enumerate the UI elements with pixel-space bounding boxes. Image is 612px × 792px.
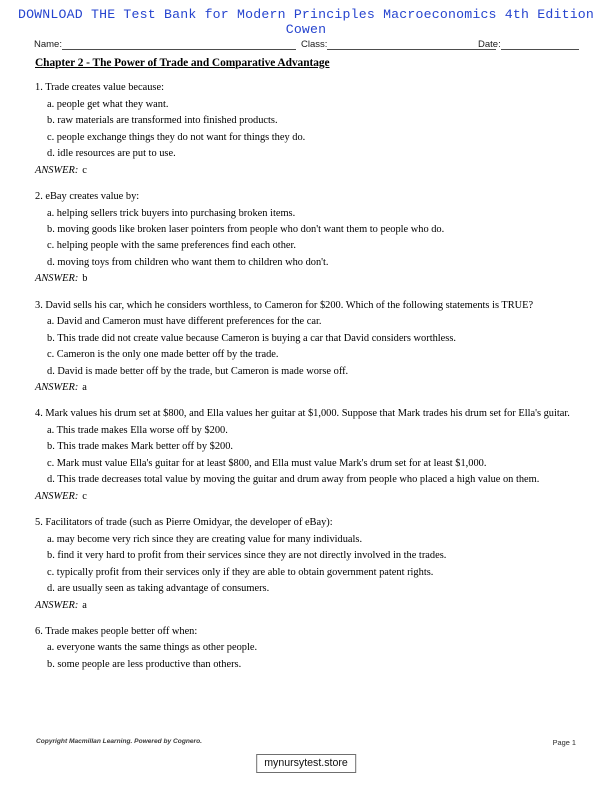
question-list [35, 81, 583, 671]
choice-list [35, 98, 583, 161]
question-block [35, 190, 583, 286]
choice-item[interactable]: b. some people are less productive than others. [47, 658, 242, 670]
class-label: Class: [301, 39, 328, 50]
choice-list [35, 641, 583, 671]
answer-label: ANSWER: [35, 382, 79, 394]
date-label: Date: [478, 39, 501, 50]
promo-header-link[interactable]: DOWNLOAD THE Test Bank for Modern Principles Macroeconomics 4th Edition Cowen [17, 7, 595, 37]
answer-line [35, 381, 583, 394]
watermark-badge: mynursytest.store [256, 754, 356, 773]
choice-item[interactable]: c. typically profit from their services only if they are able to obtain government patent rights. [47, 566, 434, 578]
date-input-rule[interactable] [501, 39, 579, 50]
answer-label: ANSWER: [35, 273, 79, 285]
choice-item[interactable]: b. moving goods like broken laser pointers from people who don't want them to people who do. [47, 223, 445, 235]
answer-line [35, 599, 583, 612]
choice-item[interactable]: d. are usually seen as taking advantage of consumers. [47, 583, 270, 595]
choice-item[interactable]: b. find it very hard to profit from their services since they are not directly involved in the trades. [47, 550, 447, 562]
question-stem: 1. Trade creates value because: [35, 82, 164, 94]
question-block [35, 516, 583, 612]
class-field[interactable] [301, 39, 496, 50]
document-body [35, 57, 583, 676]
question-block [35, 81, 583, 177]
question-stem: 6. Trade makes people better off when: [35, 625, 198, 637]
choice-list [35, 315, 583, 378]
answer-value: b [82, 273, 88, 285]
choice-list [35, 533, 583, 596]
page-number: Page 1 [552, 738, 576, 747]
answer-label: ANSWER: [35, 490, 79, 502]
choice-list [35, 424, 583, 487]
question-block [35, 299, 583, 395]
question-stem: 2. eBay creates value by: [35, 191, 140, 203]
answer-value: a [82, 599, 87, 611]
choice-item[interactable]: d. This trade decreases total value by moving the guitar and drum away from people who placed a high value on them. [47, 474, 540, 486]
choice-item[interactable]: d. moving toys from children who want them to children who don't. [47, 256, 329, 268]
question-stem: 5. Facilitators of trade (such as Pierre Omidyar, the developer of eBay): [35, 517, 333, 529]
answer-line [35, 164, 583, 177]
choice-item[interactable]: b. This trade did not create value because Cameron is buying a car that David considers worthless. [47, 332, 456, 344]
choice-item[interactable]: a. This trade makes Ella worse off by $200. [47, 424, 228, 436]
answer-line [35, 490, 583, 503]
choice-item[interactable]: a. helping sellers trick buyers into purchasing broken items. [47, 207, 296, 219]
choice-item[interactable]: a. David and Cameron must have different preferences for the car. [47, 316, 322, 328]
answer-value: c [82, 490, 87, 502]
date-field[interactable] [478, 39, 579, 50]
choice-item[interactable]: a. people get what they want. [47, 98, 169, 110]
choice-item[interactable]: c. Mark must value Ella's guitar for at least $800, and Ella must value Mark's drum set for at least $1,000. [47, 457, 487, 469]
question-block [35, 407, 583, 503]
choice-item[interactable]: d. idle resources are put to use. [47, 148, 176, 160]
chapter-title: Chapter 2 - The Power of Trade and Comparative Advantage [35, 57, 330, 69]
answer-value: c [82, 164, 87, 176]
answer-label: ANSWER: [35, 164, 79, 176]
choice-item[interactable]: c. Cameron is the only one made better off by the trade. [47, 349, 279, 361]
answer-value: a [82, 382, 87, 394]
answer-label: ANSWER: [35, 599, 79, 611]
page-footer [36, 738, 576, 750]
choice-item[interactable]: b. This trade makes Mark better off by $200. [47, 441, 234, 453]
name-input-rule[interactable] [62, 39, 296, 50]
choice-list [35, 207, 583, 270]
choice-item[interactable]: c. people exchange things they do not want for things they do. [47, 131, 306, 143]
name-label: Name: [34, 39, 62, 50]
question-stem: 4. Mark values his drum set at $800, and Ella values her guitar at $1,000. Suppose that Mark trades his drum set for Ella's guitar. [35, 408, 570, 420]
question-stem: 3. David sells his car, which he considers worthless, to Cameron for $200. Which of the following statements is TRUE? [35, 299, 534, 311]
choice-item[interactable]: c. helping people with the same preferences find each other. [47, 240, 296, 252]
choice-item[interactable]: d. David is made better off by the trade, but Cameron is made worse off. [47, 365, 349, 377]
choice-item[interactable]: a. everyone wants the same things as other people. [47, 642, 258, 654]
choice-item[interactable]: b. raw materials are transformed into finished products. [47, 115, 278, 127]
question-block [35, 625, 583, 671]
choice-item[interactable]: a. may become very rich since they are creating value for many individuals. [47, 533, 363, 545]
copyright-notice: Copyright Macmillan Learning. Powered by Cognero. [36, 738, 202, 745]
answer-line [35, 272, 583, 285]
name-field[interactable] [34, 39, 296, 50]
student-info-row [0, 36, 612, 52]
class-input-rule[interactable] [327, 39, 496, 50]
